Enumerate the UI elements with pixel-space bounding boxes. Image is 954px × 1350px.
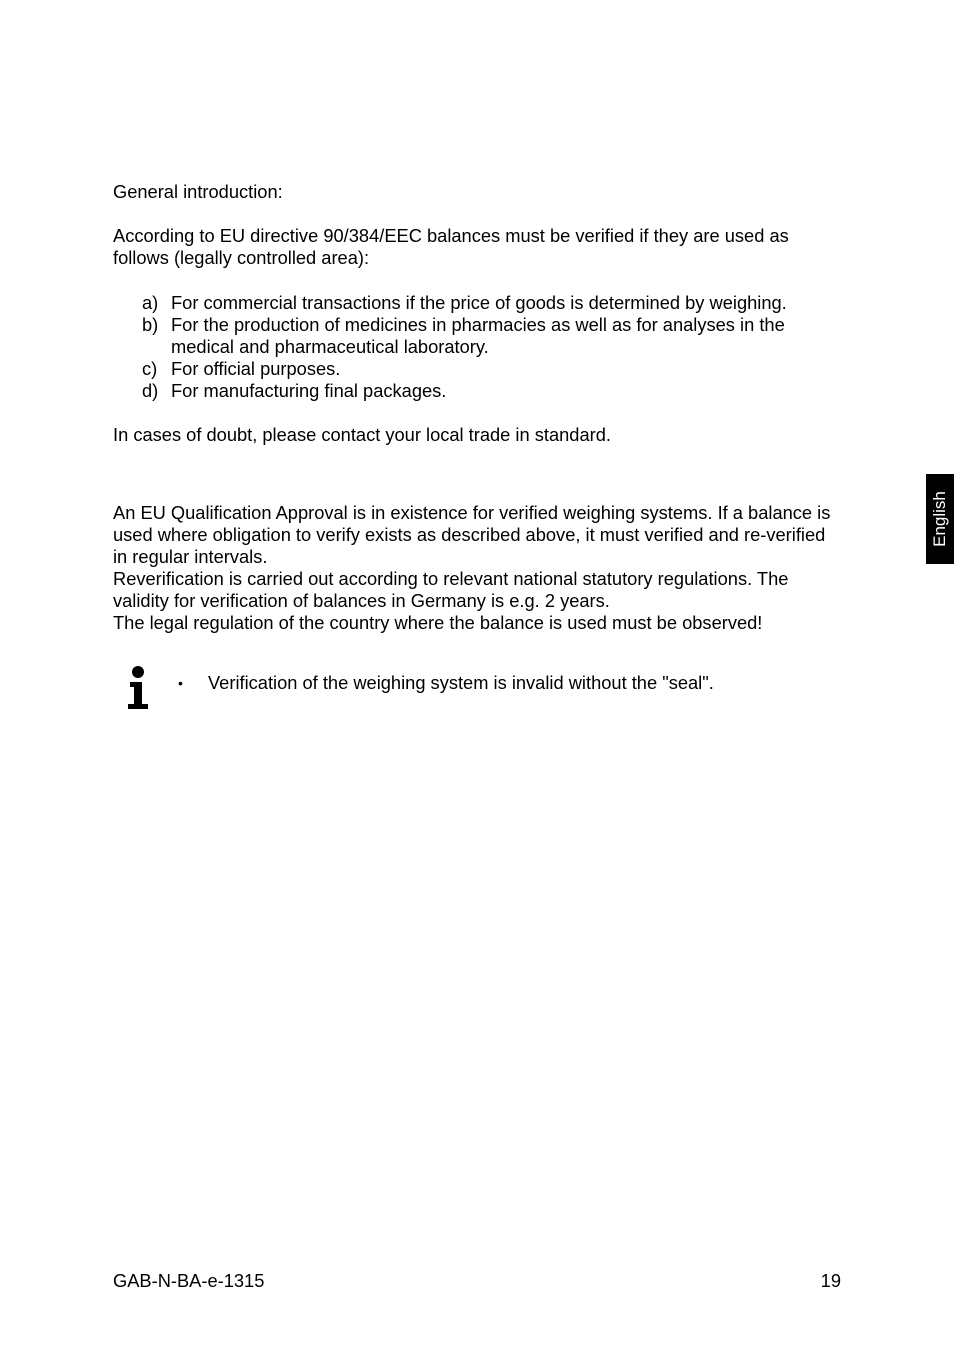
list-item — [142, 358, 842, 380]
info-icon — [126, 665, 152, 711]
list-item — [142, 314, 842, 358]
footer-page-number: 19 — [820, 1270, 841, 1291]
uses-list — [142, 292, 842, 402]
doubt-note — [113, 424, 838, 446]
list-marker: b) — [142, 314, 159, 335]
list-marker: c) — [142, 358, 158, 379]
list-item-text: For the production of medicines in pharmacies as well as for analyses in the medical and pharmaceutical laboratory. — [171, 314, 785, 357]
list-marker: a) — [142, 292, 159, 313]
bullet-icon: • — [178, 675, 183, 691]
legal-regulation-paragraph: The legal regulation of the country where the balance is used must be observed! — [113, 612, 763, 633]
footer-doc-code: GAB-N-BA-e-1315 — [113, 1270, 265, 1291]
directive-paragraph-text: According to EU directive 90/384/EEC balances must be verified if they are used as follows (legally controlled area): — [113, 225, 789, 268]
list-marker: d) — [142, 380, 159, 401]
info-note-text: Verification of the weighing system is invalid without the "seal". — [208, 672, 714, 693]
directive-paragraph — [113, 225, 838, 269]
language-tab-label: English — [930, 491, 950, 547]
list-item-text: For commercial transactions if the price of goods is determined by weighing. — [171, 292, 787, 313]
intro-heading — [113, 181, 838, 203]
list-item-text: For official purposes. — [171, 358, 341, 379]
list-item — [142, 292, 842, 314]
approval-paragraph: An EU Qualification Approval is in existence for verified weighing systems. If a balance is used where obligation to verify exists as described above, it must verified and re-verified in regular intervals. — [113, 502, 831, 567]
reverification-paragraph: Reverification is carried out according to relevant national statutory regulations. The validity for verification of balances in Germany is e.g. 2 years. — [113, 568, 789, 611]
language-tab — [926, 474, 954, 564]
info-note — [178, 672, 838, 694]
list-item — [142, 380, 842, 402]
approval-section — [113, 502, 838, 634]
list-item-text: For manufacturing final packages. — [171, 380, 447, 401]
intro-heading-text: General introduction: — [113, 181, 283, 202]
doubt-note-text: In cases of doubt, please contact your local trade in standard. — [113, 424, 611, 445]
